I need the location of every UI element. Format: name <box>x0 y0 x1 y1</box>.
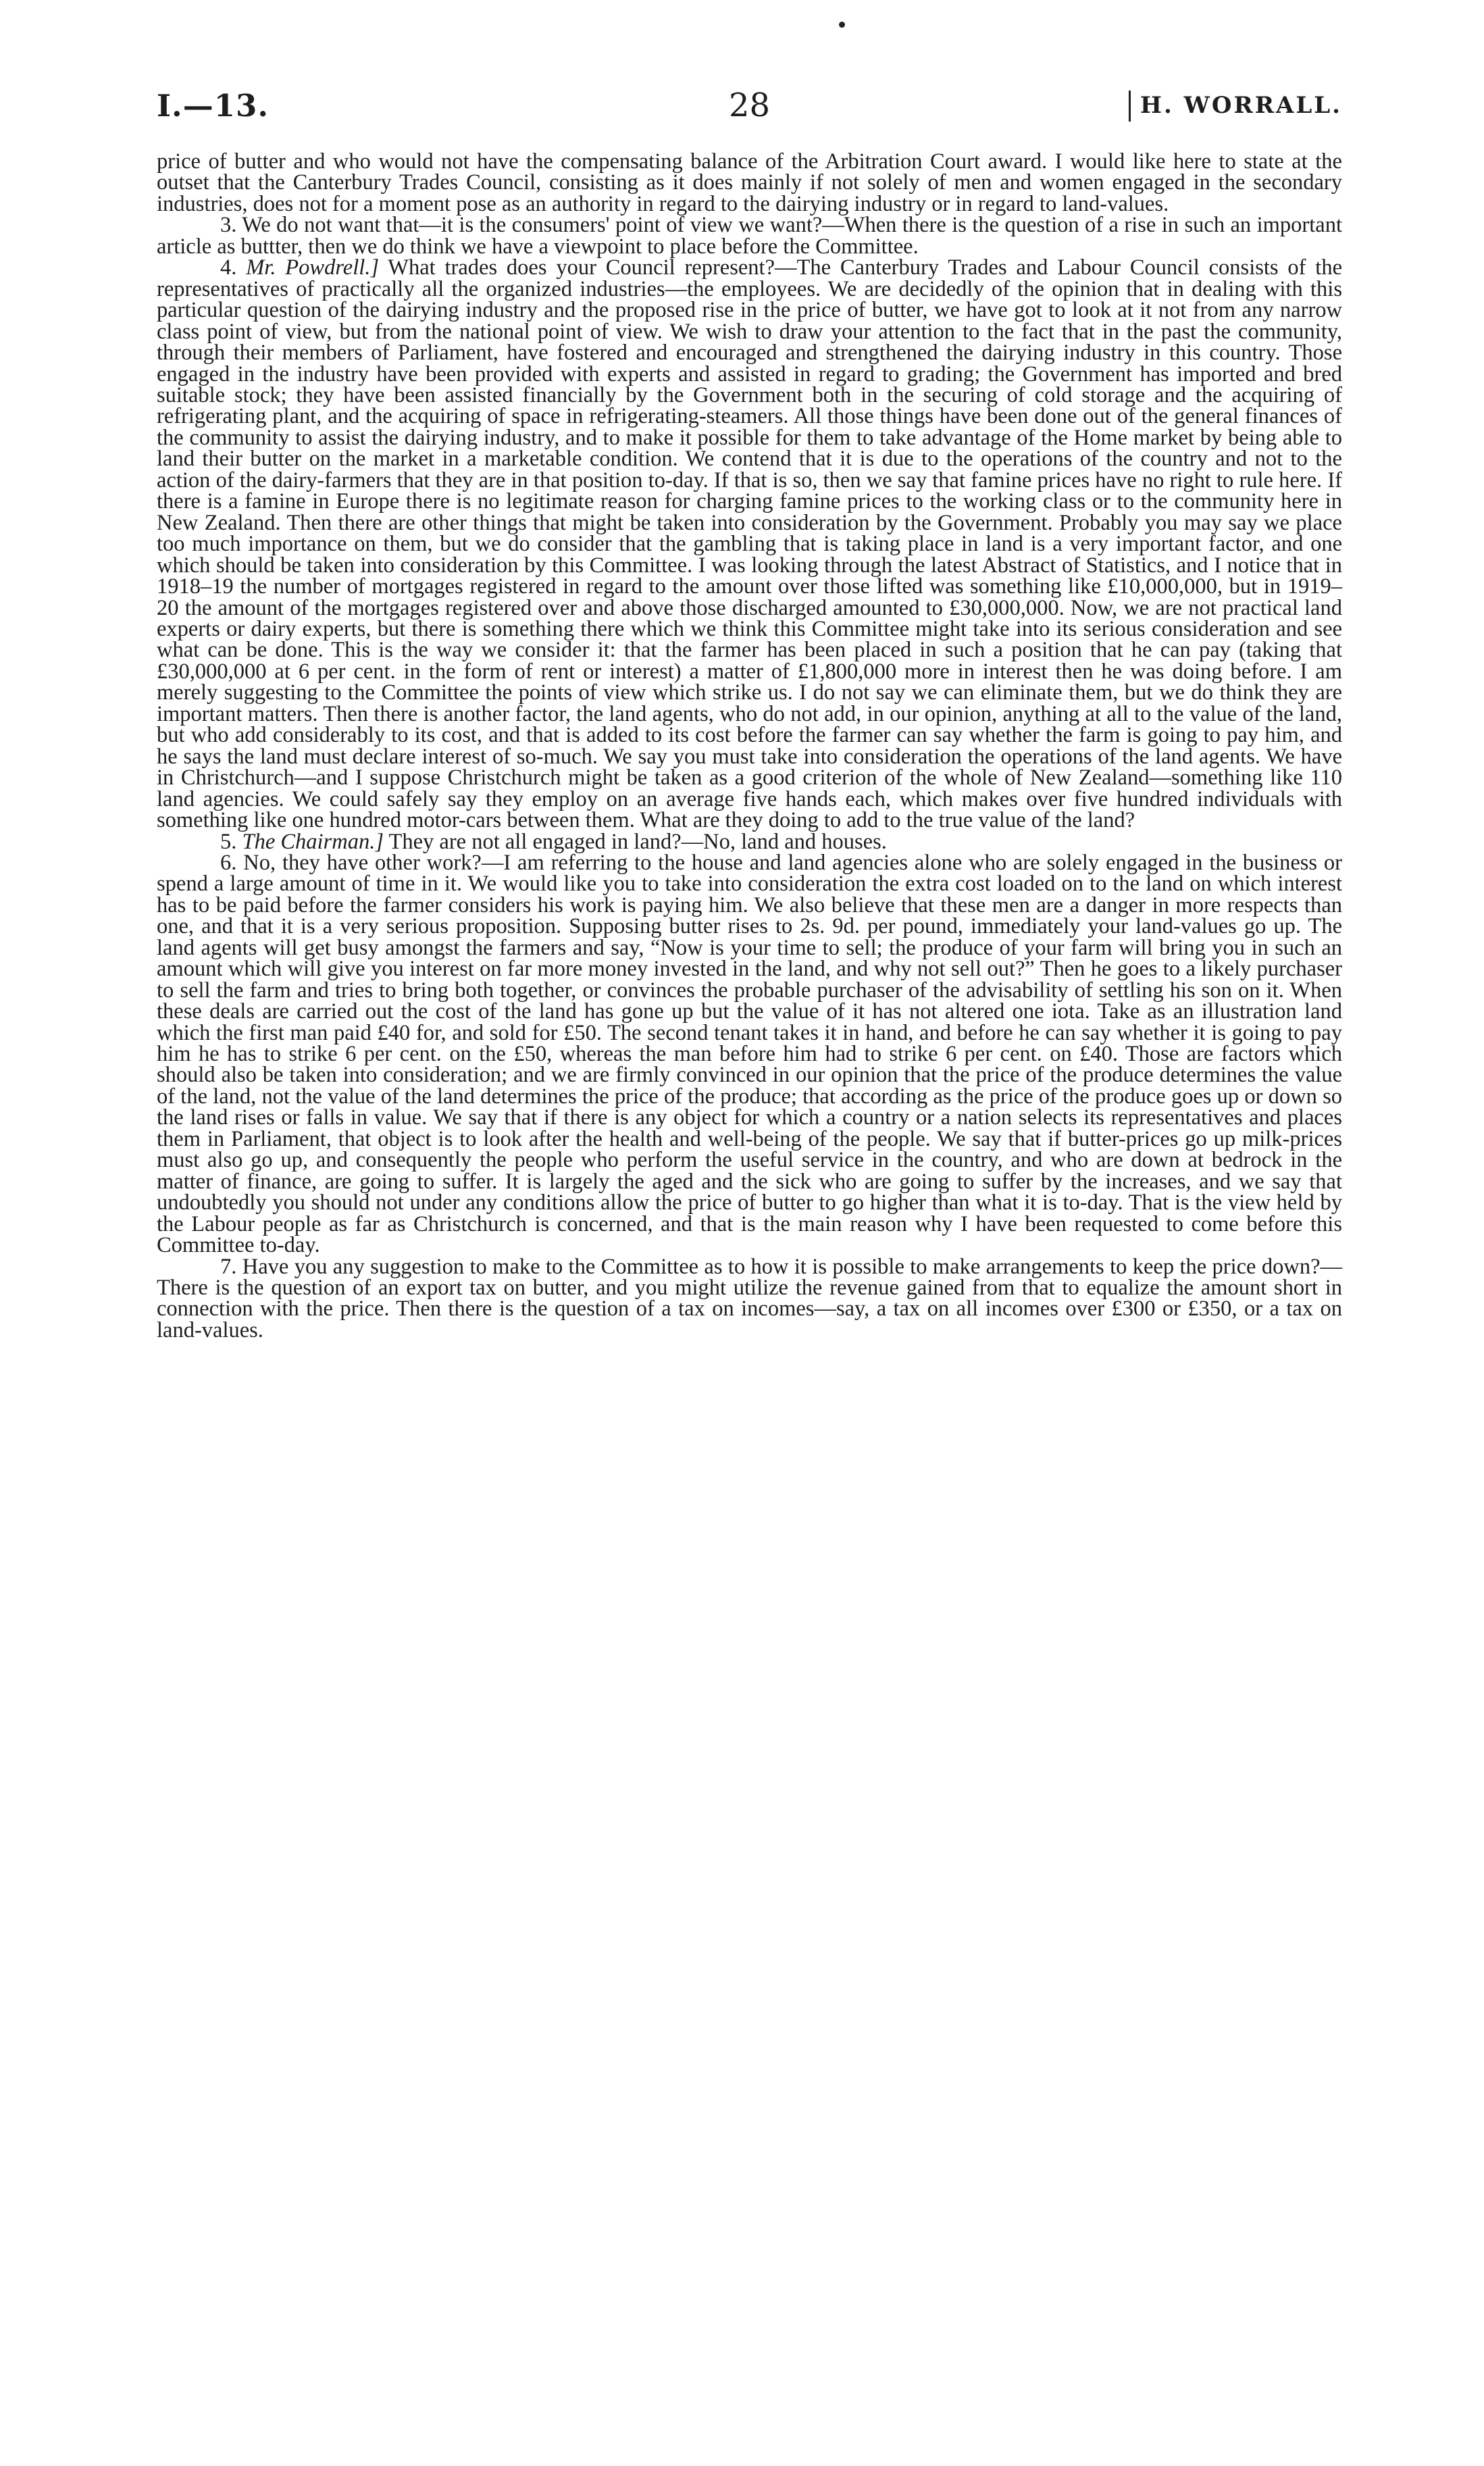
paragraph-question-5: 5. The Chairman.] They are not all engaged in land?—No, land and houses. <box>220 829 887 854</box>
speaker-label: The Chairman.] <box>242 829 384 854</box>
speck-mark <box>839 22 845 28</box>
body-text <box>157 151 1342 1341</box>
witness-name: H. WORRALL. <box>1129 91 1342 122</box>
page-header <box>157 84 1342 131</box>
paragraph-question-6: 6. No, they have other work?—I am referring to the house and land agencies alone who are solely engaged in the business or spend a large amount of time in it. We would like you to take into consideration the extra cost loaded on to the land on which interest has to be paid before the farmer considers his work is paying him. We also believe that these men are a danger in more respects than one, and that it is a very serious proposition. Supposing butter rises to 2s. 9d. per pound, immediately your land-values go up. The land agents will get busy amongst the farmers and say, “Now is your time to sell; the produce of your farm will bring you in such an amount which will give you interest on far more money invested in the land, and why not sell out?” Then he goes to a likely purchaser to sell the farm and tries to bring both together, or convinces the probable purchaser of the advisability of settling his son on it. When these deals are carried out the cost of the land has gone up but the value of it has not altered one iota. Take as an illustration land which the first man paid £40 for, and sold for £50. The second tenant takes it in hand, and before he can say whether it is going to pay him he has to strike 6 per cent. on the £50, whereas the man before him had to strike 6 per cent. on £40. Those are factors which should also be taken into consideration; and we are firmly convinced in our opinion that the price of the produce determines the value of the land, not the value of the land determines the price of the produce; that according as the price of the produce goes up or down so the land rises or falls in value. We say that if there is any object for which a country or a nation selects its representatives and places them in Parliament, that object is to look after the health and well-being of the people. We say that if butter-prices go up milk-prices must also go up, and consequently the people who perform the useful service in the country, and who are down at bedrock in the matter of finance, are going to suffer. It is largely the aged and the sick who are going to suffer by the increases, and we say that undoubtedly you should not under any conditions allow the price of butter to go higher than what it is to-day. That is the view held by the Labour people as far as Christchurch is concerned, and that is the main reason why I have been requested to come before this Committee to-day. <box>157 850 1342 1258</box>
page-number: 28 <box>728 86 771 124</box>
paragraph-question-3: 3. We do not want that—it is the consumers' point of view we want?—When there is the question of a rise in such an important article as buttter, then we do think we have a viewpoint to place before the Committee. <box>157 213 1342 259</box>
paragraph-question-4: 4. Mr. Powdrell.] What trades does your Council represent?—The Canterbury Trades and Labour Council consists of the representatives of practically all the organized industries—the employees. We are decidedly of the opinion that in dealing with this particular question of the dairying industry and the proposed rise in the price of butter, we have got to look at it not from any narrow class point of view, but from the national point of view. We wish to draw your attention to the fact that in the past the community, through their members of Parliament, have fostered and encouraged and strengthened the dairying industry in this country. Those engaged in the industry have been provided with experts and assisted in regard to grading; the Government has imported and bred suitable stock; they have been assisted financially by the Government both in the securing of cold storage and the acquiring of refrigerating plant, and the acquiring of space in refrigerating-steamers. All those things have been done out of the general finances of the community to assist the dairying industry, and to make it possible for them to take advantage of the Home market by being able to land their butter on the market in a marketable condition. We contend that it is due to the operations of the country and not to the action of the dairy-farmers that they are in that position to-day. If that is so, then we say that famine prices have no right to rule here. If there is a famine in Europe there is no legitimate reason for charging famine prices to the working class or to the community here in New Zealand. Then there are other things that might be taken into consideration by the Government. Probably you may say we place too much importance on them, but we do consider that the gambling that is taking place in land is a very important factor, and one which should be taken into consideration by this Committee. I was looking through the latest Abstract of Statistics, and I notice that in 1918–19 the number of mortgages registered in regard to the amount over those lifted was something like £10,000,000, but in 1919–20 the amount of the mortgages registered over and above those discharged amounted to £30,000,000. Now, we are not practical land experts or dairy experts, but there is something there which we think this Committee might take into its serious consideration and see what can be done. This is the way we consider it: that the farmer has been placed in such a position that he can pay (taking that £30,000,000 at 6 per cent. in the form of rent or interest) a matter of £1,800,000 more in interest then he was doing before. I am merely suggesting to the Committee the points of view which strike us. I do not say we can eliminate them, but we do think they are important matters. Then there is another factor, the land agents, who do not add, in our opinion, anything at all to the value of the land, but who add considerably to its cost, and that is added to its cost before the farmer can say whether the farm is going to pay him, and he says the land must declare interest of so-much. We say you must take into consideration the operations of the land agents. We have in Christchurch—and I suppose Christchurch might be taken as a good criterion of the whole of New Zealand—something like 110 land agencies. We could safely say they employ on an average five hands each, which makes over five hundred individuals with something like one hundred motor-cars between them. What are they doing to add to the true value of the land? <box>157 255 1342 833</box>
paragraph-continuation: price of butter and who would not have the compensating balance of the Arbitration Court award. I would like here to state at the outset that the Canterbury Trades Council, consisting as it does mainly if not solely of men and women engaged in the secondary industries, does not for a moment pose as an authority in regard to the dairying industry or in regard to land-values. <box>157 149 1342 216</box>
document-reference: I.—13. <box>157 88 270 124</box>
question-number: 5. <box>220 829 237 854</box>
speaker-label: Mr. Powdrell.] <box>246 255 380 280</box>
paragraph-question-7: 7. Have you any suggestion to make to the Committee as to how it is possible to make arrangements to keep the price down?—There is the question of an export tax on butter, and you might utilize the revenue gained from that to equalize the amount short in connection with the price. Then there is the question of a tax on incomes—say, a tax on all incomes over £300 or £350, or a tax on land-values. <box>157 1254 1342 1342</box>
question-number: 4. <box>220 255 237 280</box>
